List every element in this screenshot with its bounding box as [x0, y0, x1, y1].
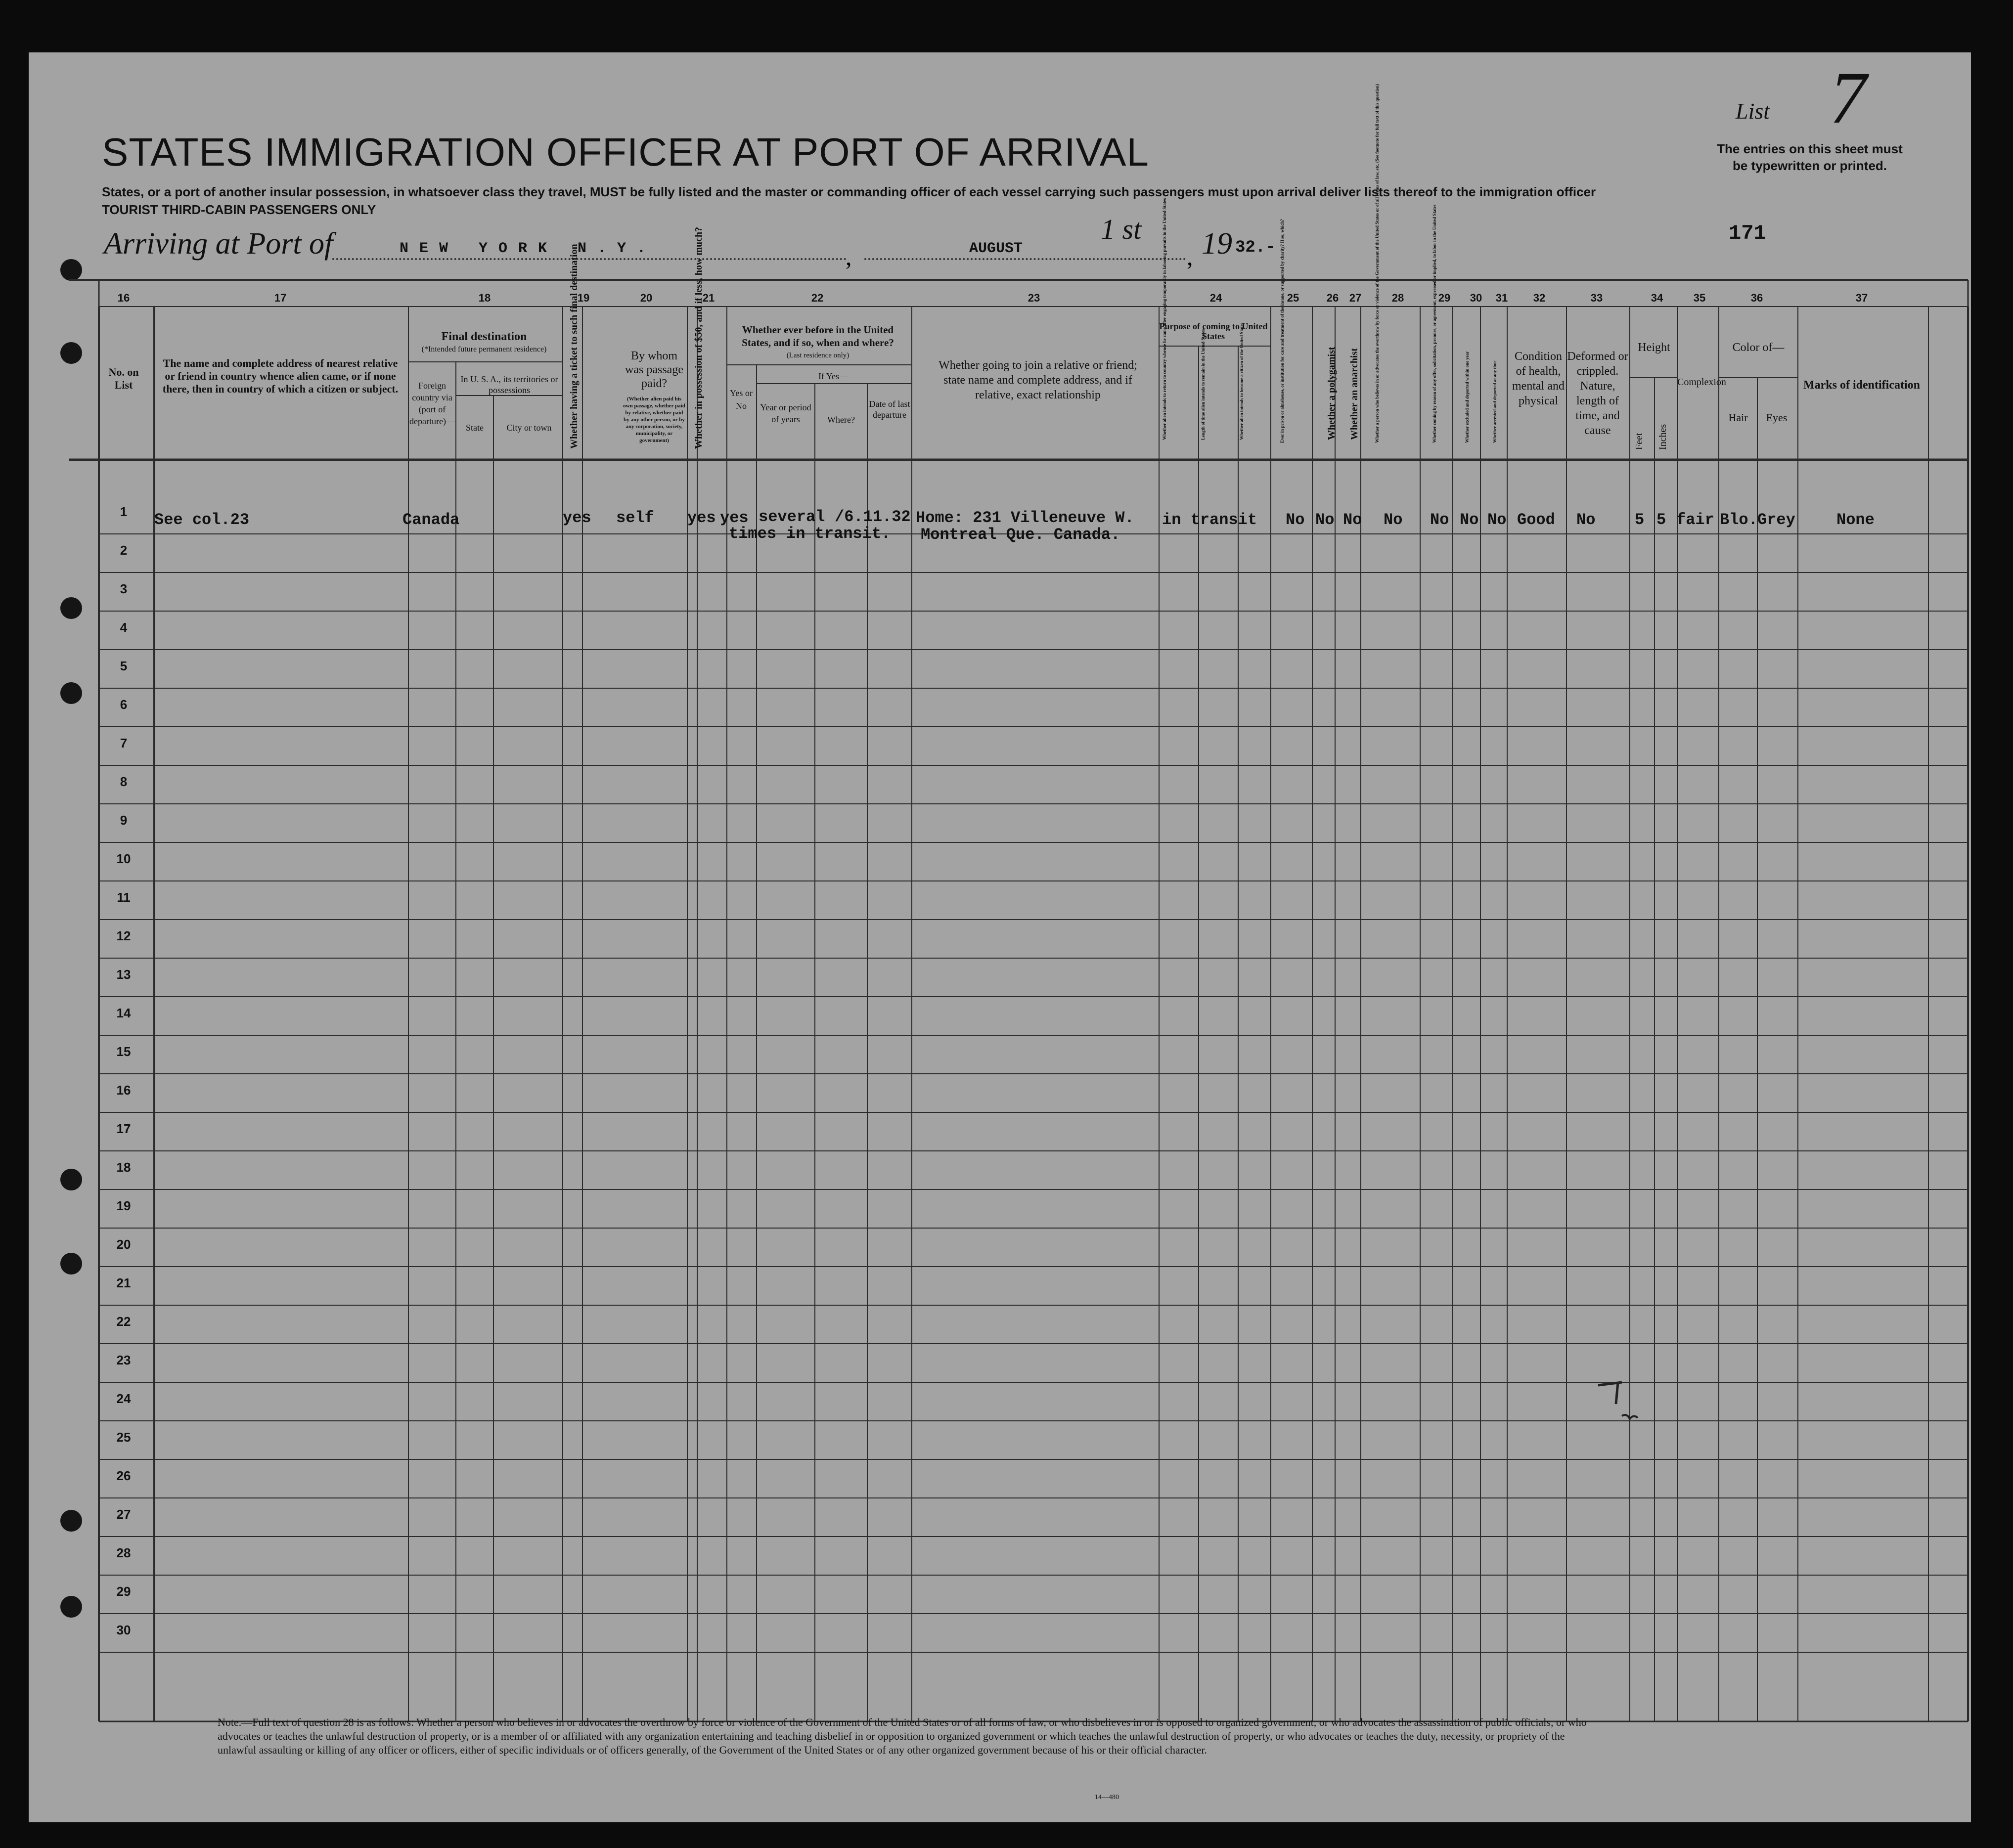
entry-paid-by: self: [616, 509, 654, 527]
header-feet: Feet: [1634, 433, 1645, 450]
header-passage-paid: [623, 349, 685, 444]
row-number: 8: [120, 774, 128, 789]
entry-fifty-dollars: yes: [687, 509, 716, 527]
header-deformed: Deformed or crippled. Nature, length of time, and cause: [1567, 350, 1628, 437]
arrival-year-prefix: 19: [1202, 227, 1232, 261]
column-number: 23: [1028, 292, 1040, 304]
entry-deformed: No: [1576, 511, 1596, 529]
header-marks: Marks of identification: [1803, 379, 1920, 392]
entry-relative: See col.23: [154, 511, 250, 529]
column-number: 31: [1495, 292, 1508, 304]
column-number: 33: [1590, 292, 1603, 304]
row-number: 15: [116, 1044, 131, 1059]
entry-where: in transit.: [786, 525, 891, 543]
column-number: 29: [1438, 292, 1451, 304]
header-previous-visit-note: (Last residence only): [786, 352, 850, 359]
header-polygamist: Whether a polygamist: [1326, 347, 1337, 440]
row-number: 26: [116, 1468, 131, 1483]
header-period: Year or period of years: [760, 402, 811, 424]
row-number: 1: [120, 504, 128, 519]
column-number: 24: [1209, 292, 1222, 304]
header-health: Condition of health, mental and physical: [1512, 350, 1565, 407]
form-number: 14—480: [1095, 1794, 1119, 1801]
column-number: 37: [1855, 292, 1868, 304]
column-number: 26: [1326, 292, 1339, 304]
row-number: 19: [116, 1198, 131, 1213]
entry-marks: None: [1836, 511, 1875, 529]
row-number: 29: [116, 1584, 131, 1599]
header-city: City or town: [506, 423, 552, 433]
header-foreign-country: Foreign country via (port of departure)—: [409, 381, 455, 426]
header-passage-paid-title: By whom was passage paid?: [625, 350, 683, 390]
header-yes-no: Yes or No: [730, 388, 753, 411]
row-number: 13: [116, 967, 131, 982]
entry-join-line1: Home: 231 Villeneuve W.: [916, 509, 1134, 527]
footnote: Note.—Full text of question 28 is as follows: Whether a person who believes in or advocates the overthrow by force or violence of the Government of the United States or of all forms of law, or who disbelieves in or is opposed to organized government, or who advocates the assassination of public officials, or who advocates or teaches the unlawful destruction of property, or is a member of or affiliated with any organization entertaining and teaching disbelief in or opposition to organized government or which teaches the unlawful destruction of property, or who advocates or teaches the duty, necessity, or propriety of the unlawful assaulting or killing of any officer or officers, either of specific individuals or of officers generally, of the Government of the United States or of any other organized government because of his or their official character.: [218, 1716, 1587, 1756]
pencil-mark: [1592, 1374, 1652, 1429]
row-number: 9: [120, 813, 128, 828]
entry-polygamist: No: [1315, 511, 1335, 529]
row-number: 22: [116, 1314, 131, 1329]
list-number: 7: [1830, 57, 1867, 139]
row-number: 6: [120, 697, 128, 712]
entry-period-line2: times: [729, 525, 777, 543]
entry-anarchist: No: [1343, 511, 1362, 529]
column-number: 18: [478, 292, 491, 304]
row-number: 20: [116, 1237, 131, 1252]
header-final-destination-title: Final destination: [441, 330, 527, 343]
header-nearest-relative: The name and complete address of nearest relative or friend in country whence alien came, or if none there, then in country of which a citizen or subject.: [162, 357, 399, 395]
column-number: 27: [1349, 292, 1362, 304]
header-inches: Inches: [1657, 424, 1668, 450]
subtitle-line: States, or a port of another insular possession, in whatsoever class they travel, MUST be fully listed and the master or commanding officer of each vessel carrying such passengers must upon arrival deliver lists thereof to the immigration officer: [102, 184, 1596, 199]
column-number: 19: [577, 292, 590, 304]
row-number: 12: [116, 928, 131, 943]
header-join-relative: Whether going to join a relative or friend; state name and complete address, and if relative, exact relationship: [939, 359, 1137, 401]
comma: ,: [1187, 243, 1193, 270]
entry-arrested: No: [1487, 511, 1507, 529]
entry-before-yesno: yes: [720, 509, 749, 527]
row-number: 30: [116, 1623, 131, 1637]
entry-feet: 5: [1635, 511, 1645, 529]
header-final-destination: [408, 330, 560, 356]
instruction-line: The entries on this sheet must: [1717, 141, 1903, 156]
header-where: Where?: [827, 415, 855, 425]
row-number: 28: [116, 1545, 131, 1560]
row-number: 2: [120, 543, 128, 558]
header-previous-visit: [727, 323, 909, 362]
entry-date-departure: /6.11.32: [835, 508, 911, 526]
column-number: 20: [640, 292, 653, 304]
arrival-month: AUGUST: [969, 240, 1023, 257]
row-number: 3: [120, 581, 128, 596]
row-number: 5: [120, 659, 128, 673]
row-number: 24: [116, 1391, 131, 1406]
header-previous-visit-title: Whether ever before in the United States, and if so, when and where?: [742, 324, 894, 349]
entry-period-line1: several: [759, 508, 825, 526]
entry-inches: 5: [1656, 511, 1666, 529]
page-number: 171: [1729, 221, 1766, 245]
column-number: 32: [1533, 292, 1546, 304]
column-number: 21: [702, 292, 715, 304]
instruction-line: be typewritten or printed.: [1732, 158, 1887, 173]
header-height: Height: [1638, 341, 1670, 354]
arrival-day: 1 st: [1101, 213, 1142, 245]
header-arrested: Whether arrested and deported at any time: [1492, 360, 1497, 443]
header-list-number: No. on List: [108, 366, 139, 391]
row-number: 17: [116, 1121, 131, 1136]
row-number: 16: [116, 1083, 131, 1098]
entry-complexion: fair: [1676, 511, 1714, 529]
arrival-year-suffix: 32.-: [1235, 238, 1276, 257]
header-prison: Ever in prison or almshouse, or institution for care and treatment of the insane, or supported by charity? If so, which?: [1280, 219, 1285, 443]
header-overthrow: Whether a person who believes in or advocates the overthrow by force or violence of the Government of the United States or of all forms of law, etc. (See footnote for full text of this question): [1375, 84, 1380, 443]
header-passage-paid-note: (Whether alien paid his own passage, whether paid by relative, whether paid by any other person, or by any corporation, society, municipality, or government): [623, 396, 685, 443]
header-eyes: Eyes: [1766, 411, 1788, 424]
header-purpose-return: Whether alien intends to return to country whence he came after engaging temporarily in laboring pursuits in the United States: [1162, 198, 1167, 440]
column-number: 28: [1391, 292, 1404, 304]
comma: ,: [846, 243, 852, 270]
row-number: 4: [120, 620, 128, 635]
column-number: 30: [1470, 292, 1482, 304]
header-anarchist: Whether an anarchist: [1349, 348, 1360, 440]
header-in-usa: In U. S. A., its territories or possessions: [460, 374, 558, 395]
row-number: 10: [116, 851, 131, 866]
row-number: 14: [116, 1006, 131, 1020]
entry-eyes: Grey: [1757, 511, 1795, 529]
page-title: STATES IMMIGRATION OFFICER AT PORT OF ARRIVAL: [102, 130, 1149, 174]
entry-health: Good: [1517, 511, 1555, 529]
row-number: 18: [116, 1160, 131, 1175]
row-number: 25: [116, 1430, 131, 1445]
header-if-yes: If Yes—: [818, 371, 848, 381]
entry-labor-offer: No: [1430, 511, 1449, 529]
column-number: 34: [1651, 292, 1663, 304]
entry-purpose: in transit: [1162, 511, 1257, 529]
header-purpose-length: Length of time alien intends to remain in the United States: [1201, 329, 1206, 440]
row-number: 7: [120, 736, 128, 750]
header-purpose: Purpose of coming to United States: [1159, 321, 1268, 341]
row-number: 11: [117, 890, 131, 905]
row-number: 21: [116, 1276, 131, 1290]
header-hair: Hair: [1728, 411, 1748, 424]
row-number: 23: [116, 1353, 131, 1367]
subtitle-line: TOURIST THIRD-CABIN PASSENGERS ONLY: [102, 202, 376, 217]
arrival-label: Arriving at Port of: [104, 227, 333, 261]
header-ticket: Whether having a ticket to such final destination: [569, 244, 580, 449]
entry-ticket: yes: [563, 509, 591, 527]
entry-foreign-country: Canada: [403, 511, 460, 529]
entry-excluded: No: [1460, 511, 1479, 529]
header-excluded: Whether excluded and deported within one year: [1465, 351, 1470, 443]
column-number: 25: [1287, 292, 1299, 304]
column-number: 36: [1750, 292, 1763, 304]
entry-overthrow: No: [1384, 511, 1403, 529]
list-label: List: [1736, 98, 1770, 124]
row-number: 27: [116, 1507, 131, 1522]
header-fifty-dollars: Whether in possession of $50, and if less, how much?: [693, 226, 704, 449]
header-state: State: [466, 423, 484, 433]
column-number: 22: [811, 292, 824, 304]
header-final-destination-note: (*Intended future permanent residence): [421, 345, 547, 353]
column-number: 35: [1693, 292, 1706, 304]
column-number: 17: [274, 292, 287, 304]
entry-join-line2: Montreal Que. Canada.: [921, 526, 1120, 544]
header-date-departure: Date of last departure: [869, 399, 910, 420]
header-color: Color of—: [1732, 341, 1785, 354]
entry-prison: No: [1286, 511, 1305, 529]
header-labor-offer: Whether coming by reason of any offer, solicitation, promise, or agreement, expressed or implied, to labor in the United States: [1432, 204, 1437, 443]
column-number: 16: [117, 292, 130, 304]
arrival-port: NEW YORK N.Y.: [400, 240, 657, 257]
entry-hair: Blo.: [1720, 511, 1758, 529]
header-purpose-citizen: Whether alien intends to become a citizen of the United States: [1239, 322, 1244, 440]
header-complexion: Complexion: [1677, 377, 1726, 388]
